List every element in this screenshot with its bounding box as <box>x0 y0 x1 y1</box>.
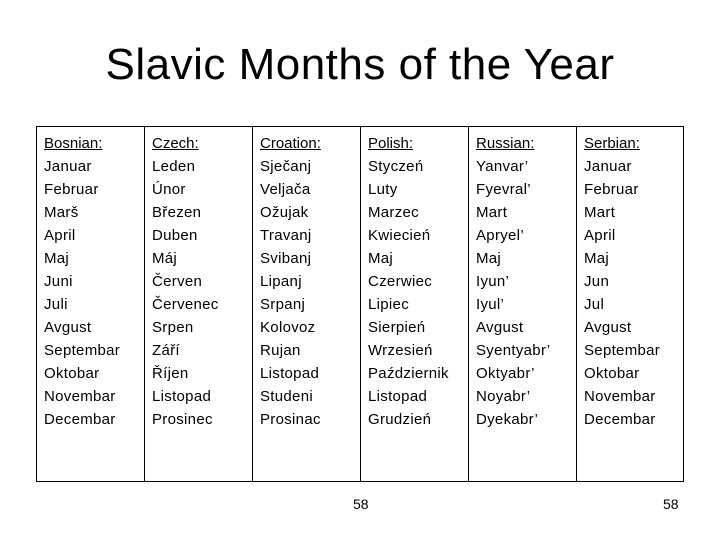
month-cell: Iyul’ <box>476 296 505 313</box>
month-cell: Kolovoz <box>260 319 316 336</box>
month-cell: Januar <box>584 158 632 175</box>
column-header: Bosnian: <box>44 135 103 152</box>
month-cell: Oktobar <box>584 365 640 382</box>
month-cell: Maj <box>44 250 70 267</box>
month-cell: Lipanj <box>260 273 302 290</box>
column-header: Polish: <box>368 135 414 152</box>
month-cell: Listopad <box>368 388 428 405</box>
month-cell: Dyekabr’ <box>476 411 539 428</box>
month-cell: Září <box>152 342 180 359</box>
month-cell: Juni <box>44 273 73 290</box>
month-cell: Lipiec <box>368 296 409 313</box>
month-cell: Maj <box>368 250 394 267</box>
month-cell: Avgust <box>44 319 92 336</box>
slide-title: Slavic Months of the Year <box>105 40 615 89</box>
month-cell: Listopad <box>260 365 320 382</box>
page-number: 58 <box>353 496 369 512</box>
language-column <box>361 127 469 481</box>
month-cell: Decembar <box>44 411 116 428</box>
month-cell: Travanj <box>260 227 312 244</box>
month-cell: Februar <box>584 181 639 198</box>
month-cell: Ožujak <box>260 204 309 221</box>
month-cell: Januar <box>44 158 92 175</box>
month-cell: Prosinac <box>260 411 321 428</box>
month-cell: Sierpień <box>368 319 426 336</box>
column-header: Croation: <box>260 135 321 152</box>
month-cell: Fyevral’ <box>476 181 531 198</box>
month-cell: Březen <box>152 204 202 221</box>
month-cell: Prosinec <box>152 411 213 428</box>
month-cell: April <box>44 227 76 244</box>
month-cell: Červen <box>152 273 203 290</box>
months-table <box>36 126 684 482</box>
month-cell: Kwiecień <box>368 227 431 244</box>
column-header: Russian: <box>476 135 535 152</box>
month-cell: Avgust <box>584 319 632 336</box>
month-cell: Marzec <box>368 204 419 221</box>
month-cell: Novembar <box>44 388 116 405</box>
month-cell: Avgust <box>476 319 524 336</box>
language-column <box>145 127 253 481</box>
month-cell: Máj <box>152 250 178 267</box>
month-cell: Maj <box>476 250 502 267</box>
month-cell: Červenec <box>152 296 219 313</box>
month-cell: Apryel’ <box>476 227 524 244</box>
month-cell: Yanvar’ <box>476 158 529 175</box>
language-column <box>469 127 577 481</box>
month-cell: Říjen <box>152 365 189 382</box>
language-column <box>37 127 145 481</box>
month-cell: April <box>584 227 616 244</box>
month-cell: Październik <box>368 365 449 382</box>
month-cell: Decembar <box>584 411 656 428</box>
month-cell: Oktobar <box>44 365 100 382</box>
month-cell: Oktyabr’ <box>476 365 535 382</box>
column-header: Serbian: <box>584 135 640 152</box>
month-cell: Jun <box>584 273 610 290</box>
month-cell: Srpen <box>152 319 194 336</box>
month-cell: Maj <box>584 250 610 267</box>
month-cell: Marš <box>44 204 79 221</box>
month-cell: Sječanj <box>260 158 312 175</box>
month-cell: Novembar <box>584 388 656 405</box>
month-cell: Styczeń <box>368 158 424 175</box>
month-cell: Septembar <box>584 342 661 359</box>
month-cell: Noyabr’ <box>476 388 531 405</box>
month-cell: Leden <box>152 158 196 175</box>
month-cell: Únor <box>152 181 186 198</box>
month-cell: Februar <box>44 181 99 198</box>
month-cell: Jul <box>584 296 605 313</box>
month-cell: Mart <box>476 204 508 221</box>
month-cell: Srpanj <box>260 296 306 313</box>
language-column <box>577 127 685 481</box>
month-cell: Juli <box>44 296 68 313</box>
month-cell: Mart <box>584 204 616 221</box>
column-header: Czech: <box>152 135 199 152</box>
month-cell: Svibanj <box>260 250 312 267</box>
language-column <box>253 127 361 481</box>
month-cell: Veljača <box>260 181 311 198</box>
month-cell: Grudzień <box>368 411 432 428</box>
month-cell: Rujan <box>260 342 301 359</box>
month-cell: Wrzesień <box>368 342 433 359</box>
month-cell: Syentyabr’ <box>476 342 551 359</box>
month-cell: Septembar <box>44 342 121 359</box>
month-cell: Listopad <box>152 388 212 405</box>
month-cell: Luty <box>368 181 398 198</box>
month-cell: Duben <box>152 227 198 244</box>
month-cell: Studeni <box>260 388 313 405</box>
month-cell: Czerwiec <box>368 273 433 290</box>
page-number-corner: 58 <box>663 496 679 512</box>
month-cell: Iyun’ <box>476 273 510 290</box>
